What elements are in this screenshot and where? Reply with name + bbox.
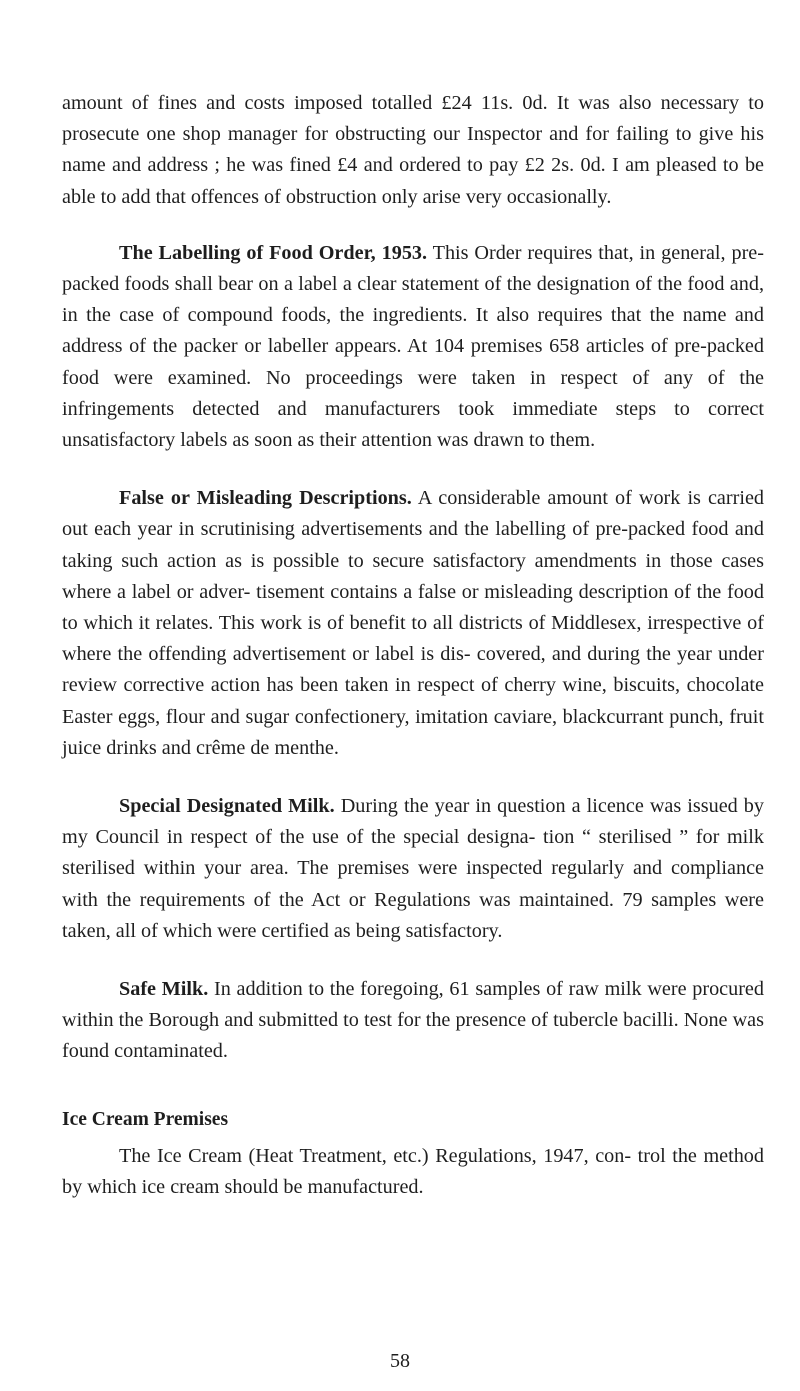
paragraph-ice-cream bbox=[62, 1141, 764, 1203]
page-number: 58 bbox=[390, 1350, 410, 1372]
paragraph-labelling-order bbox=[62, 238, 764, 456]
paragraph-fines-text: amount of fines and costs imposed totalled £24 11s. 0d. It was also necessary to prosecute one shop manager for obstructing our Inspector and for failing to give his name and address ; he was fined £4 and ordered to pay £2 2s. 0d. I am pleased to be able to add that offences of obstruction only arise very occasionally. bbox=[62, 92, 764, 208]
ice-cream-text: The Ice Cream (Heat Treatment, etc.) Regulations, 1947, con- trol the method by which ice cream should be manufactured. bbox=[62, 1144, 764, 1198]
paragraph-safe-milk bbox=[62, 974, 764, 1068]
safe-milk-heading: Safe Milk. bbox=[119, 978, 209, 1001]
text-column bbox=[62, 88, 764, 1230]
paragraph-fines bbox=[62, 88, 764, 213]
labelling-order-text: This Order requires that, in general, pre-packed foods shall bear on a label a clear statement of the designation of the food and, in the case of compound foods, the ingredients. It also requires that the name and address of the packer or labeller appears. At 104 premises 658 articles of pre-packed food were examined. No proceedings were taken in respect of any of the infringements detected and manufacturers took immediate steps to correct unsatisfactory labels as soon as their attention was drawn to them. bbox=[62, 241, 764, 452]
labelling-order-heading: The Labelling of Food Order, 1953. bbox=[119, 241, 428, 264]
paragraph-false-descriptions bbox=[62, 483, 764, 764]
special-milk-text: During the year in question a licence was issued by my Council in respect of the use of the special designa- tion “ sterilised ” for milk sterilised within your area. The premises were inspected regularly and compliance with the requirements of the Act or Regulations was maintained. 79 samples were taken, all of which were certified as being satisfactory. bbox=[62, 795, 764, 942]
safe-milk-text: In addition to the foregoing, 61 samples of raw milk were procured within the Borough and submitted to test for the presence of tubercle bacilli. None was found contaminated. bbox=[62, 978, 764, 1063]
false-descriptions-heading: False or Misleading Descriptions. bbox=[119, 487, 412, 510]
special-milk-heading: Special Designated Milk. bbox=[119, 795, 335, 818]
false-descriptions-text: A considerable amount of work is carried out each year in scrutinising advertisements and the labelling of pre-packed food and taking such action as is possible to secure satisfactory amendments in those cases where a label or adver- tisement contains a false or misleading description of the food to which it relates. This work is of benefit to all districts of Middlesex, irrespective of where the offending advertisement or label is dis- covered, and during the year under review corrective action has been taken in respect of cherry wine, biscuits, chocolate Easter eggs, flour and sugar confectionery, imitation caviare, blackcurrant punch, fruit juice drinks and crême de menthe. bbox=[62, 487, 765, 759]
ice-cream-heading: Ice Cream Premises bbox=[62, 1108, 229, 1130]
paragraph-special-designated-milk bbox=[62, 791, 764, 947]
